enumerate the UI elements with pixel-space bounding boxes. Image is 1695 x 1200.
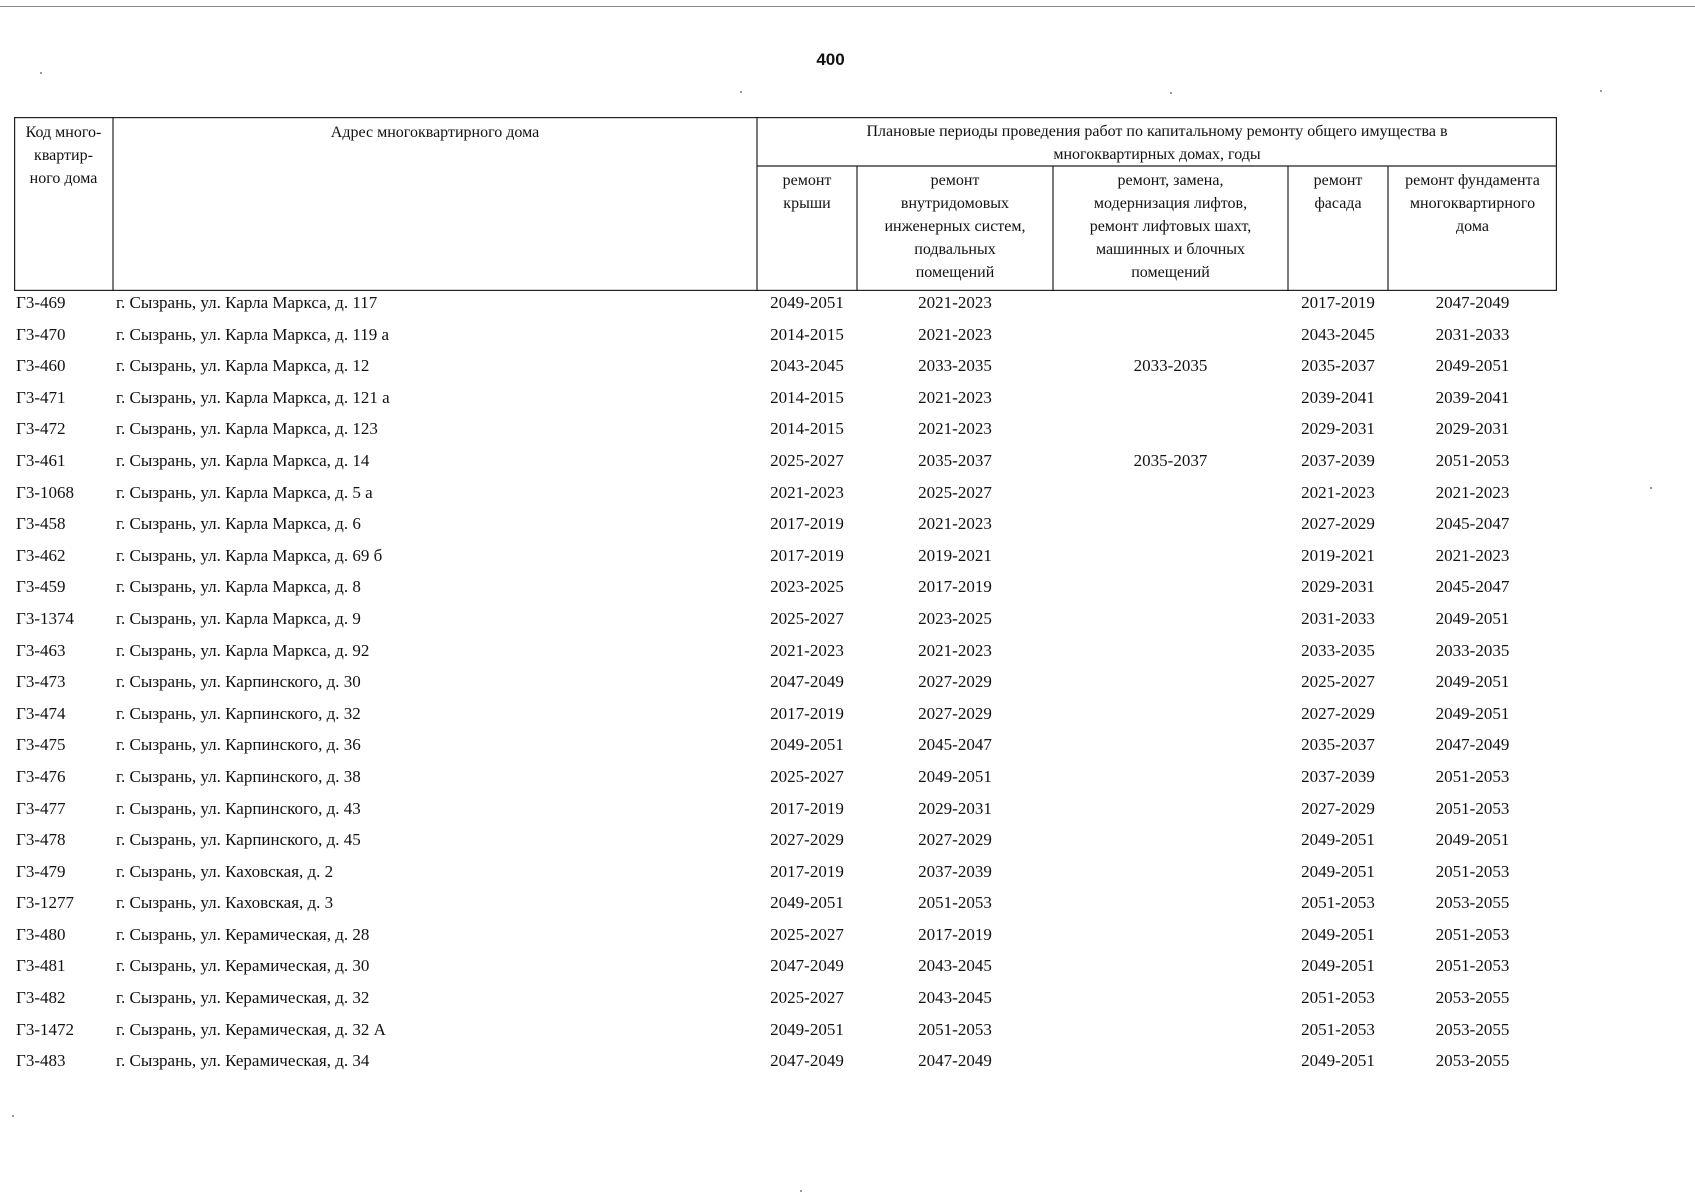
table-body xyxy=(14,290,1557,1080)
page-number: 400 xyxy=(816,50,845,69)
table-row xyxy=(14,1017,1557,1049)
cell-roof: 2027-2029 xyxy=(770,830,844,850)
cell-systems: 2051-2053 xyxy=(918,893,992,913)
table-row xyxy=(14,1048,1557,1080)
cell-foundation: 2021-2023 xyxy=(1435,482,1510,502)
cell-foundation: 2051-2053 xyxy=(1435,956,1510,976)
cell-foundation: 2049-2051 xyxy=(1435,356,1510,376)
cell-foundation: 2029-2031 xyxy=(1435,419,1510,439)
header-systems-line: внутридомовых xyxy=(900,195,1010,212)
cell-roof: 2017-2019 xyxy=(770,514,844,534)
cell-foundation: 2053-2055 xyxy=(1435,988,1510,1008)
table-row xyxy=(14,385,1557,417)
cell-roof: 2014-2015 xyxy=(770,324,844,344)
cell-roof: 2017-2019 xyxy=(770,545,844,565)
cell-code: Г3-470 xyxy=(16,324,66,344)
header-foundation-line: дома xyxy=(1456,218,1489,235)
table-row xyxy=(14,890,1557,922)
cell-foundation: 2021-2023 xyxy=(1435,545,1510,565)
cell-address: г. Сызрань, ул. Карла Маркса, д. 8 xyxy=(116,577,361,597)
cell-roof: 2017-2019 xyxy=(770,798,844,818)
cell-address: г. Сызрань, ул. Карла Маркса, д. 5 а xyxy=(116,482,373,502)
cell-address: г. Сызрань, ул. Карла Маркса, д. 69 б xyxy=(116,545,383,565)
header-lifts-line: модернизация лифтов, xyxy=(1093,195,1248,212)
cell-foundation: 2039-2041 xyxy=(1435,387,1510,407)
cell-facade: 2035-2037 xyxy=(1301,356,1375,376)
cell-facade: 2049-2051 xyxy=(1301,1051,1375,1071)
cell-facade: 2051-2053 xyxy=(1301,893,1375,913)
cell-facade: 2035-2037 xyxy=(1301,735,1375,755)
cell-code: Г3-1374 xyxy=(16,608,74,628)
cell-systems: 2021-2023 xyxy=(918,293,992,312)
table-row xyxy=(14,827,1557,859)
cell-facade: 2029-2031 xyxy=(1301,419,1375,439)
cell-foundation: 2053-2055 xyxy=(1435,1019,1510,1039)
table-row xyxy=(14,796,1557,828)
cell-foundation: 2049-2051 xyxy=(1435,608,1510,628)
scan-speck xyxy=(1170,92,1172,94)
cell-systems: 2021-2023 xyxy=(918,640,992,660)
cell-facade: 2049-2051 xyxy=(1301,830,1375,850)
cell-roof: 2047-2049 xyxy=(770,672,844,692)
header-roof xyxy=(757,169,857,215)
cell-address: г. Сызрань, ул. Карла Маркса, д. 119 а xyxy=(116,324,389,344)
header-systems-line: подвальных xyxy=(914,241,996,258)
header-systems-line: инженерных систем, xyxy=(884,218,1026,235)
cell-facade: 2033-2035 xyxy=(1301,640,1375,660)
cell-systems: 2037-2039 xyxy=(918,861,992,881)
cell-foundation: 2047-2049 xyxy=(1435,293,1510,312)
table-row xyxy=(14,543,1557,575)
cell-facade: 2039-2041 xyxy=(1301,387,1375,407)
cell-code: Г3-463 xyxy=(16,640,66,660)
cell-foundation: 2051-2053 xyxy=(1435,861,1510,881)
cell-systems: 2021-2023 xyxy=(918,387,992,407)
table-row xyxy=(14,701,1557,733)
cell-code: Г3-460 xyxy=(16,356,66,376)
cell-roof: 2021-2023 xyxy=(770,482,844,502)
cell-roof: 2025-2027 xyxy=(770,608,844,628)
cell-facade: 2029-2031 xyxy=(1301,577,1375,597)
header-facade-line: фасада xyxy=(1314,195,1362,212)
cell-address: г. Сызрань, ул. Карла Маркса, д. 121 а xyxy=(116,387,390,407)
cell-code: Г3-473 xyxy=(16,672,66,692)
header-foundation xyxy=(1388,169,1557,238)
cell-foundation: 2045-2047 xyxy=(1435,577,1510,597)
cell-facade: 2049-2051 xyxy=(1301,924,1375,944)
cell-address: г. Сызрань, ул. Карла Маркса, д. 92 xyxy=(116,640,370,660)
cell-code: Г3-474 xyxy=(16,703,66,723)
header-code xyxy=(14,121,113,190)
cell-systems: 2027-2029 xyxy=(918,830,992,850)
cell-address: г. Сызрань, ул. Карпинского, д. 38 xyxy=(116,766,361,786)
cell-code: Г3-482 xyxy=(16,988,66,1008)
cell-lifts: 2033-2035 xyxy=(1133,356,1208,376)
cell-systems: 2019-2021 xyxy=(918,545,992,565)
cell-systems: 2021-2023 xyxy=(918,419,992,439)
cell-code: Г3-469 xyxy=(16,293,66,312)
cell-lifts: 2035-2037 xyxy=(1133,450,1208,470)
table-row xyxy=(14,732,1557,764)
cell-code: Г3-471 xyxy=(16,387,66,407)
cell-systems: 2045-2047 xyxy=(918,735,992,755)
cell-systems: 2035-2037 xyxy=(918,450,992,470)
cell-address: г. Сызрань, ул. Каховская, д. 3 xyxy=(116,893,334,913)
cell-address: г. Сызрань, ул. Карла Маркса, д. 123 xyxy=(116,419,378,439)
header-facade-line: ремонт xyxy=(1313,172,1363,189)
cell-roof: 2017-2019 xyxy=(770,703,844,723)
cell-facade: 2051-2053 xyxy=(1301,988,1375,1008)
scan-speck xyxy=(1600,90,1602,92)
cell-systems: 2043-2045 xyxy=(918,988,992,1008)
cell-address: г. Сызрань, ул. Карпинского, д. 32 xyxy=(116,703,361,723)
cell-facade: 2025-2027 xyxy=(1301,672,1375,692)
cell-foundation: 2049-2051 xyxy=(1435,672,1510,692)
cell-address: г. Сызрань, ул. Керамическая, д. 30 xyxy=(116,956,370,976)
cell-facade: 2037-2039 xyxy=(1301,450,1375,470)
cell-systems: 2047-2049 xyxy=(918,1051,992,1071)
cell-facade: 2049-2051 xyxy=(1301,956,1375,976)
header-periods-line: Плановые периоды проведения работ по капитальному ремонту общего имущества в xyxy=(866,123,1448,140)
cell-address: г. Сызрань, ул. Керамическая, д. 32 А xyxy=(116,1019,386,1039)
cell-code: Г3-476 xyxy=(16,766,66,786)
header-roof-line: крыши xyxy=(783,195,831,212)
cell-address: г. Сызрань, ул. Карла Маркса, д. 9 xyxy=(116,608,361,628)
cell-code: Г3-1068 xyxy=(16,482,74,502)
cell-address: г. Сызрань, ул. Керамическая, д. 28 xyxy=(116,924,370,944)
cell-foundation: 2047-2049 xyxy=(1435,735,1510,755)
cell-code: Г3-477 xyxy=(16,798,66,818)
cell-foundation: 2051-2053 xyxy=(1435,450,1510,470)
cell-facade: 2049-2051 xyxy=(1301,861,1375,881)
cell-foundation: 2053-2055 xyxy=(1435,893,1510,913)
cell-address: г. Сызрань, ул. Карпинского, д. 43 xyxy=(116,798,361,818)
cell-roof: 2025-2027 xyxy=(770,450,844,470)
table-row xyxy=(14,353,1557,385)
cell-roof: 2049-2051 xyxy=(770,293,844,312)
cell-foundation: 2031-2033 xyxy=(1435,324,1510,344)
table-row xyxy=(14,480,1557,512)
header-periods-line: многоквартирных домах, годы xyxy=(1053,146,1261,163)
cell-roof: 2049-2051 xyxy=(770,1019,844,1039)
cell-code: Г3-483 xyxy=(16,1051,66,1071)
cell-foundation: 2051-2053 xyxy=(1435,798,1510,818)
cell-roof: 2021-2023 xyxy=(770,640,844,660)
cell-address: г. Сызрань, ул. Карла Маркса, д. 117 xyxy=(116,293,378,312)
cell-address: г. Сызрань, ул. Керамическая, д. 34 xyxy=(116,1051,370,1071)
cell-code: Г3-480 xyxy=(16,924,66,944)
cell-code: Г3-1277 xyxy=(16,893,74,913)
cell-facade: 2051-2053 xyxy=(1301,1019,1375,1039)
cell-address: г. Сызрань, ул. Карла Маркса, д. 14 xyxy=(116,450,370,470)
table-row xyxy=(14,416,1557,448)
cell-roof: 2047-2049 xyxy=(770,956,844,976)
header-code-line: квартир- xyxy=(34,147,93,164)
cell-address: г. Сызрань, ул. Карпинского, д. 30 xyxy=(116,672,361,692)
table-row xyxy=(14,574,1557,606)
cell-code: Г3-458 xyxy=(16,514,66,534)
cell-address: г. Сызрань, ул. Карла Маркса, д. 6 xyxy=(116,514,361,534)
cell-roof: 2047-2049 xyxy=(770,1051,844,1071)
cell-code: Г3-472 xyxy=(16,419,66,439)
cell-systems: 2027-2029 xyxy=(918,672,992,692)
scan-speck xyxy=(1650,487,1652,489)
cell-roof: 2043-2045 xyxy=(770,356,844,376)
cell-code: Г3-481 xyxy=(16,956,66,976)
cell-systems: 2025-2027 xyxy=(918,482,992,502)
cell-roof: 2023-2025 xyxy=(770,577,844,597)
cell-roof: 2017-2019 xyxy=(770,861,844,881)
table-row xyxy=(14,448,1557,480)
table-row xyxy=(14,511,1557,543)
cell-foundation: 2033-2035 xyxy=(1435,640,1510,660)
header-lifts-line: помещений xyxy=(1131,264,1210,281)
cell-roof: 2025-2027 xyxy=(770,766,844,786)
cell-foundation: 2053-2055 xyxy=(1435,1051,1510,1071)
table-row xyxy=(14,638,1557,670)
cell-address: г. Сызрань, ул. Карпинского, д. 36 xyxy=(116,735,361,755)
cell-systems: 2049-2051 xyxy=(918,766,992,786)
cell-facade: 2021-2023 xyxy=(1301,482,1375,502)
cell-systems: 2017-2019 xyxy=(918,924,992,944)
cell-facade: 2031-2033 xyxy=(1301,608,1375,628)
cell-facade: 2043-2045 xyxy=(1301,324,1375,344)
header-lifts-line: ремонт, замена, xyxy=(1117,172,1224,189)
cell-foundation: 2051-2053 xyxy=(1435,766,1510,786)
cell-code: Г3-459 xyxy=(16,577,66,597)
cell-facade: 2037-2039 xyxy=(1301,766,1375,786)
cell-roof: 2014-2015 xyxy=(770,419,844,439)
cell-facade: 2027-2029 xyxy=(1301,514,1375,534)
table-row xyxy=(14,669,1557,701)
cell-facade: 2017-2019 xyxy=(1301,293,1375,312)
table-row xyxy=(14,290,1557,322)
cell-systems: 2027-2029 xyxy=(918,703,992,723)
table-header xyxy=(14,117,1557,291)
cell-code: Г3-475 xyxy=(16,735,66,755)
cell-systems: 2033-2035 xyxy=(918,356,992,376)
cell-facade: 2027-2029 xyxy=(1301,798,1375,818)
cell-code: Г3-462 xyxy=(16,545,66,565)
cell-systems: 2051-2053 xyxy=(918,1019,992,1039)
table-row xyxy=(14,859,1557,891)
header-foundation-line: многоквартирного xyxy=(1409,195,1536,212)
table-row xyxy=(14,953,1557,985)
cell-code: Г3-1472 xyxy=(16,1019,74,1039)
scan-speck xyxy=(740,91,742,93)
cell-roof: 2025-2027 xyxy=(770,924,844,944)
cell-roof: 2014-2015 xyxy=(770,387,844,407)
cell-address: г. Сызрань, ул. Каховская, д. 2 xyxy=(116,861,334,881)
table-row xyxy=(14,606,1557,638)
header-address: Адрес многоквартирного дома xyxy=(330,124,540,141)
top-rule xyxy=(0,6,1695,7)
cell-code: Г3-479 xyxy=(16,861,66,881)
scan-speck xyxy=(800,1190,802,1192)
header-foundation-line: ремонт фундамента xyxy=(1405,172,1540,189)
table-row xyxy=(14,764,1557,796)
cell-facade: 2027-2029 xyxy=(1301,703,1375,723)
header-systems-line: помещений xyxy=(915,264,995,281)
table-row xyxy=(14,322,1557,354)
header-lifts-line: ремонт лифтовых шахт, xyxy=(1089,218,1252,235)
cell-code: Г3-461 xyxy=(16,450,66,470)
cell-roof: 2049-2051 xyxy=(770,893,844,913)
cell-foundation: 2049-2051 xyxy=(1435,830,1510,850)
cell-systems: 2021-2023 xyxy=(918,324,992,344)
cell-address: г. Сызрань, ул. Карла Маркса, д. 12 xyxy=(116,356,370,376)
cell-systems: 2023-2025 xyxy=(918,608,992,628)
header-roof-line: ремонт xyxy=(782,172,832,189)
header-systems xyxy=(857,169,1053,284)
cell-address: г. Сызрань, ул. Керамическая, д. 32 xyxy=(116,988,370,1008)
cell-foundation: 2049-2051 xyxy=(1435,703,1510,723)
cell-systems: 2043-2045 xyxy=(918,956,992,976)
cell-foundation: 2051-2053 xyxy=(1435,924,1510,944)
scan-speck xyxy=(12,1115,14,1117)
header-lifts xyxy=(1053,169,1288,284)
cell-systems: 2021-2023 xyxy=(918,514,992,534)
header-periods xyxy=(757,120,1557,166)
header-systems-line: ремонт xyxy=(930,172,980,189)
cell-address: г. Сызрань, ул. Карпинского, д. 45 xyxy=(116,830,361,850)
cell-code: Г3-478 xyxy=(16,830,66,850)
header-code-line: ного дома xyxy=(29,170,98,187)
cell-systems: 2029-2031 xyxy=(918,798,992,818)
scan-speck xyxy=(40,72,42,74)
table-row xyxy=(14,922,1557,954)
cell-facade: 2019-2021 xyxy=(1301,545,1375,565)
table-row xyxy=(14,985,1557,1017)
header-code-line: Код много- xyxy=(25,124,102,141)
cell-roof: 2025-2027 xyxy=(770,988,844,1008)
cell-systems: 2017-2019 xyxy=(918,577,992,597)
header-facade xyxy=(1288,169,1388,215)
cell-foundation: 2045-2047 xyxy=(1435,514,1510,534)
header-lifts-line: машинных и блочных xyxy=(1095,241,1246,258)
cell-roof: 2049-2051 xyxy=(770,735,844,755)
